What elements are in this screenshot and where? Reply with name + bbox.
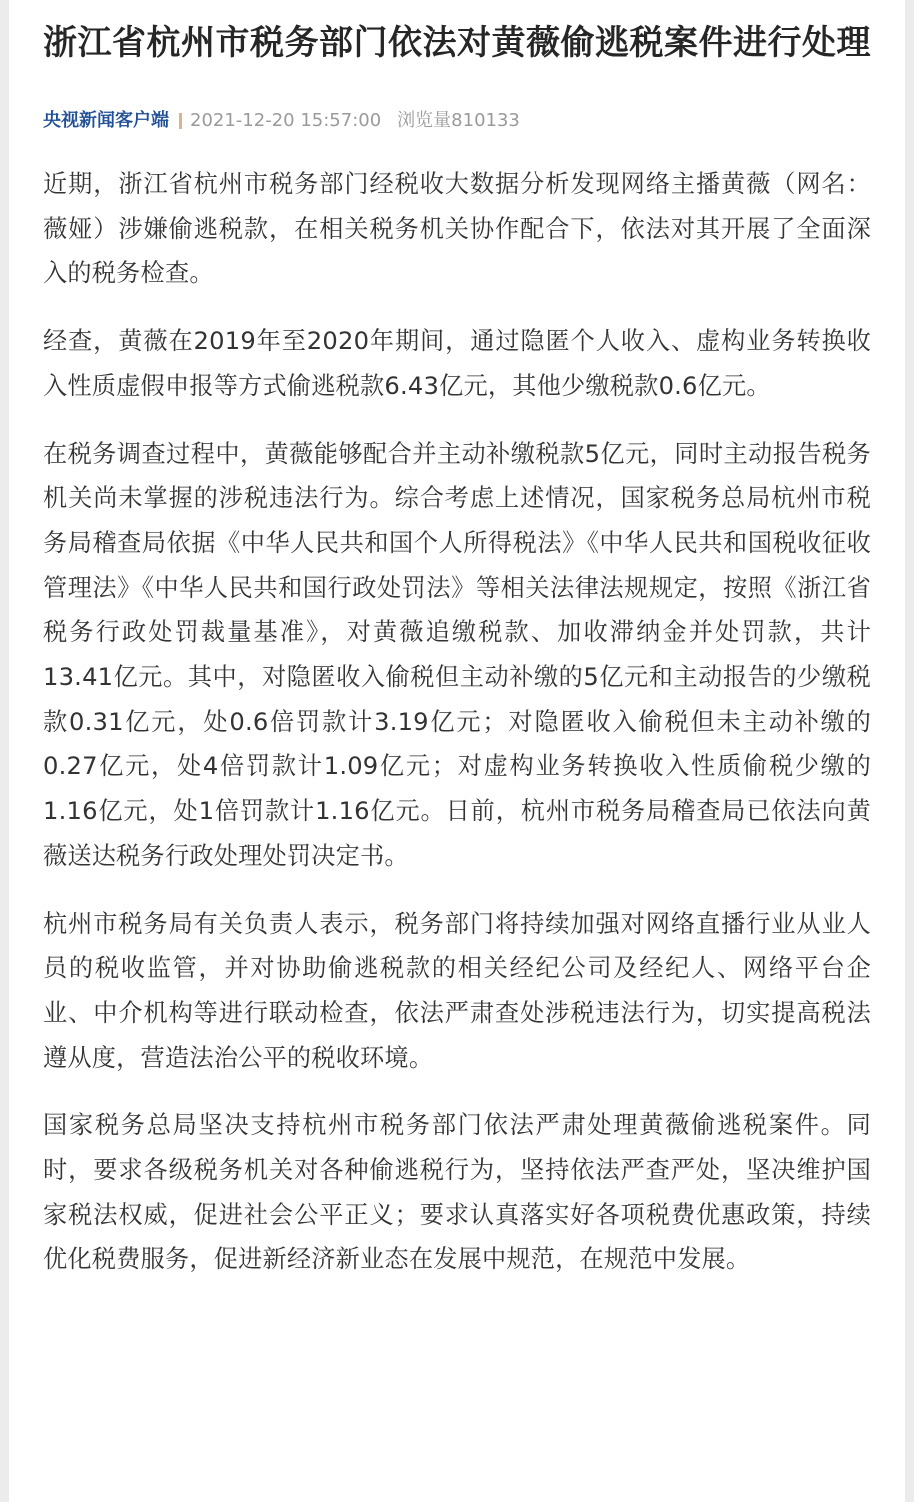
article-page — [9, 0, 905, 1502]
article-paragraph: 杭州市税务局有关负责人表示，税务部门将持续加强对网络直播行业从业人员的税收监管，并对协助偷逃税款的相关经纪公司及经纪人、网络平台企业、中介机构等进行联动检查，依法严肃查处涉税违法行为，切实提高税法遵从度，营造法治公平的税收环境。 — [43, 909, 871, 1072]
article-source-link[interactable]: 央视新闻客户端 — [43, 110, 169, 131]
view-count: 浏览量810133 — [397, 110, 520, 131]
article-paragraph: 经查，黄薇在2019年至2020年期间，通过隐匿个人收入、虚构业务转换收入性质虚假申报等方式偷逃税款6.43亿元，其他少缴税款0.6亿元。 — [43, 327, 871, 400]
article-title: 浙江省杭州市税务部门依法对黄薇偷逃税案件进行处理 — [43, 23, 871, 63]
article-paragraph: 近期，浙江省杭州市税务部门经税收大数据分析发现网络主播黄薇（网名：薇娅）涉嫌偷逃税款，在相关税务机关协作配合下，依法对其开展了全面深入的税务检查。 — [43, 170, 871, 288]
article-paragraph: 国家税务总局坚决支持杭州市税务部门依法严肃处理黄薇偷逃税案件。同时，要求各级税务机关对各种偷逃税行为，坚持依法严查严处，坚决维护国家税法权威，促进社会公平正义；要求认真落实好各项税费优惠政策，持续优化税费服务，促进新经济新业态在发展中规范，在规范中发展。 — [43, 1111, 871, 1274]
article-meta — [43, 108, 871, 134]
publish-datetime: 2021-12-20 15:57:00 — [190, 110, 382, 131]
article-body — [43, 162, 871, 1282]
meta-divider — [179, 113, 182, 129]
article-paragraph: 在税务调查过程中，黄薇能够配合并主动补缴税款5亿元，同时主动报告税务机关尚未掌握的涉税违法行为。综合考虑上述情况，国家税务总局杭州市税务局稽查局依据《中华人民共和国个人所得税法》《中华人民共和国税收征收管理法》《中华人民共和国行政处罚法》等相关法律法规规定，按照《浙江省税务行政处罚裁量基准》，对黄薇追缴税款、加收滞纳金并处罚款，共计13.41亿元。其中，对隐匿收入偷税但主动补缴的5亿元和主动报告的少缴税款0.31亿元，处0.6倍罚款计3.19亿元；对隐匿收入偷税但未主动补缴的0.27亿元，处4倍罚款计1.09亿元；对虚构业务转换收入性质偷税少缴的1.16亿元，处1倍罚款计1.16亿元。日前，杭州市税务局稽查局已依法向黄薇送达税务行政处理处罚决定书。 — [43, 439, 871, 870]
